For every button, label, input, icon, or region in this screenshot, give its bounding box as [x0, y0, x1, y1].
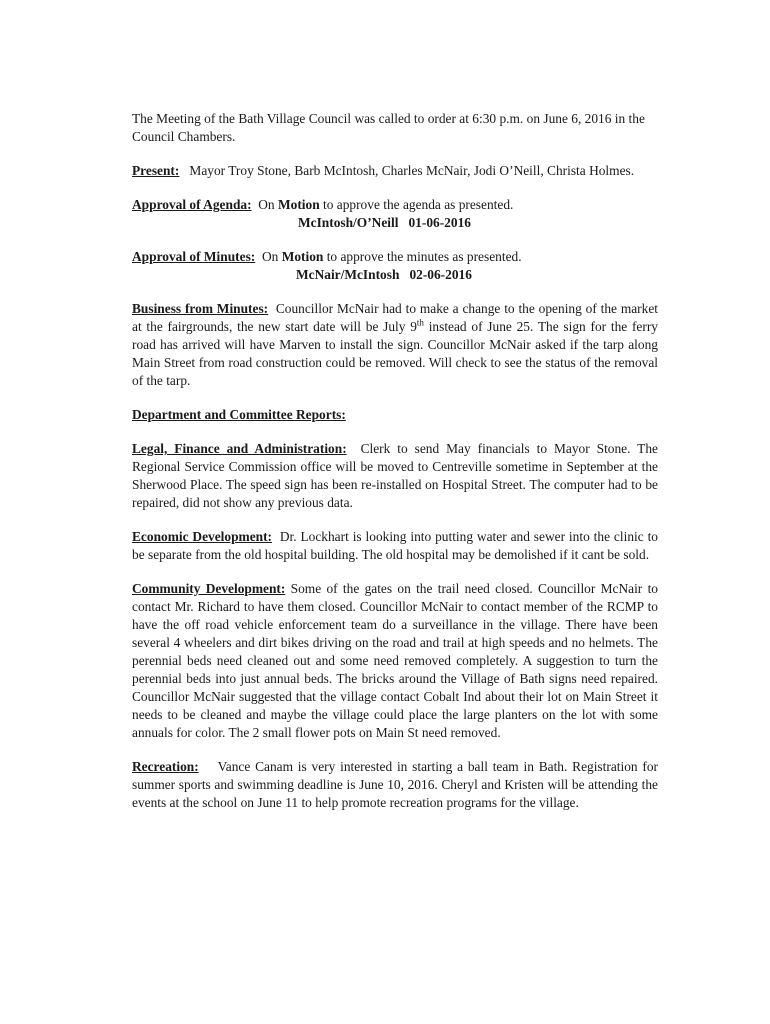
present-paragraph [132, 162, 658, 180]
agenda-mover: McIntosh/O’Neill [298, 215, 399, 230]
intro-text: The Meeting of the Bath Village Council was called to order at 6:30 p.m. on June 6, 2016 in the Council Chambers. [132, 111, 645, 144]
community-paragraph [132, 580, 658, 742]
dept-heading: Department and Committee Reports: [132, 407, 346, 422]
agenda-pre: On [258, 197, 275, 212]
minutes-post: to approve the minutes as presented. [326, 249, 522, 264]
minutes-document [132, 110, 658, 828]
community-heading: Community Development: [132, 581, 286, 596]
legal-paragraph [132, 440, 658, 512]
business-text-a: Councillor McNair had to make a change to the opening of the market at the fairgrounds, the new start date will be July 9 [132, 301, 659, 334]
dept-paragraph [132, 406, 658, 424]
agenda-motion-line [132, 214, 658, 232]
recreation-text: Vance Canam is very interested in starting a ball team in Bath. Registration for summer sports and swimming deadline is June 10, 2016. Cheryl and Kristen will be attending the events at the school on June 11 to help promote recreation programs for the village. [132, 759, 658, 810]
recreation-heading: Recreation: [132, 759, 199, 774]
minutes-pre: On [261, 249, 279, 264]
minutes-paragraph [132, 248, 658, 284]
present-text: Mayor Troy Stone, Barb McIntosh, Charles McNair, Jodi O’Neill, Christa Holmes. [189, 163, 635, 178]
economic-text: Dr. Lockhart is looking into putting water and sewer into the clinic to be separate from the old hospital building. The old hospital may be demolished if it cant be sold. [132, 529, 658, 562]
recreation-paragraph [132, 758, 658, 812]
legal-text: Clerk to send May financials to Mayor Stone. The Regional Service Commission office will be moved to Centreville sometime in September at the Sherwood Place. The speed sign has been re-installed on Hospital Street. The computer had to be repaired, did not show any previous data. [132, 441, 658, 510]
business-text-b: instead of June 25. The sign for the ferry road has arrived will have Marven to install the sign. Councillor McNair asked if the tarp along Main Street from road construction could be removed. Will check to see the status of the removal of the tarp. [132, 319, 658, 388]
agenda-post: to approve the agenda as presented. [323, 197, 514, 212]
minutes-mover: McNair/McIntosh [296, 267, 400, 282]
community-text: Some of the gates on the trail need closed. Councillor McNair to contact Mr. Richard to have them closed. Councillor McNair to contact member of the RCMP to have the off road vehicle enforcement team do a surveillance in the village. There have been several 4 wheelers and dirt bikes driving on the road and trail at high speeds and no helmets. The perennial beds need cleaned out and some need removed completely. A suggestion to turn the perennial beds into just annual beds. The bricks around the Village of Bath signs need repaired. Councillor McNair suggested that the village contact Cobalt Ind about their lot on Main Street it needs to be cleaned and maybe the village could place the large planters on the lot with some annuals for color. The 2 small flower pots on Main St need removed. [132, 581, 658, 740]
business-paragraph [132, 300, 658, 390]
legal-heading: Legal, Finance and Administration: [132, 441, 347, 456]
minutes-heading: Approval of Minutes: [132, 249, 256, 264]
minutes-code: 02-06-2016 [409, 267, 472, 282]
agenda-code: 01-06-2016 [408, 215, 471, 230]
economic-heading: Economic Development: [132, 529, 273, 544]
business-heading: Business from Minutes: [132, 301, 269, 316]
present-heading: Present: [132, 163, 180, 178]
minutes-motion-word: Motion [281, 249, 324, 264]
agenda-paragraph [132, 196, 658, 232]
agenda-motion-word: Motion [277, 197, 320, 212]
business-sup: th [416, 317, 424, 328]
intro-paragraph [132, 110, 658, 146]
minutes-motion-line [132, 266, 658, 284]
agenda-heading: Approval of Agenda: [132, 197, 252, 212]
economic-paragraph [132, 528, 658, 564]
